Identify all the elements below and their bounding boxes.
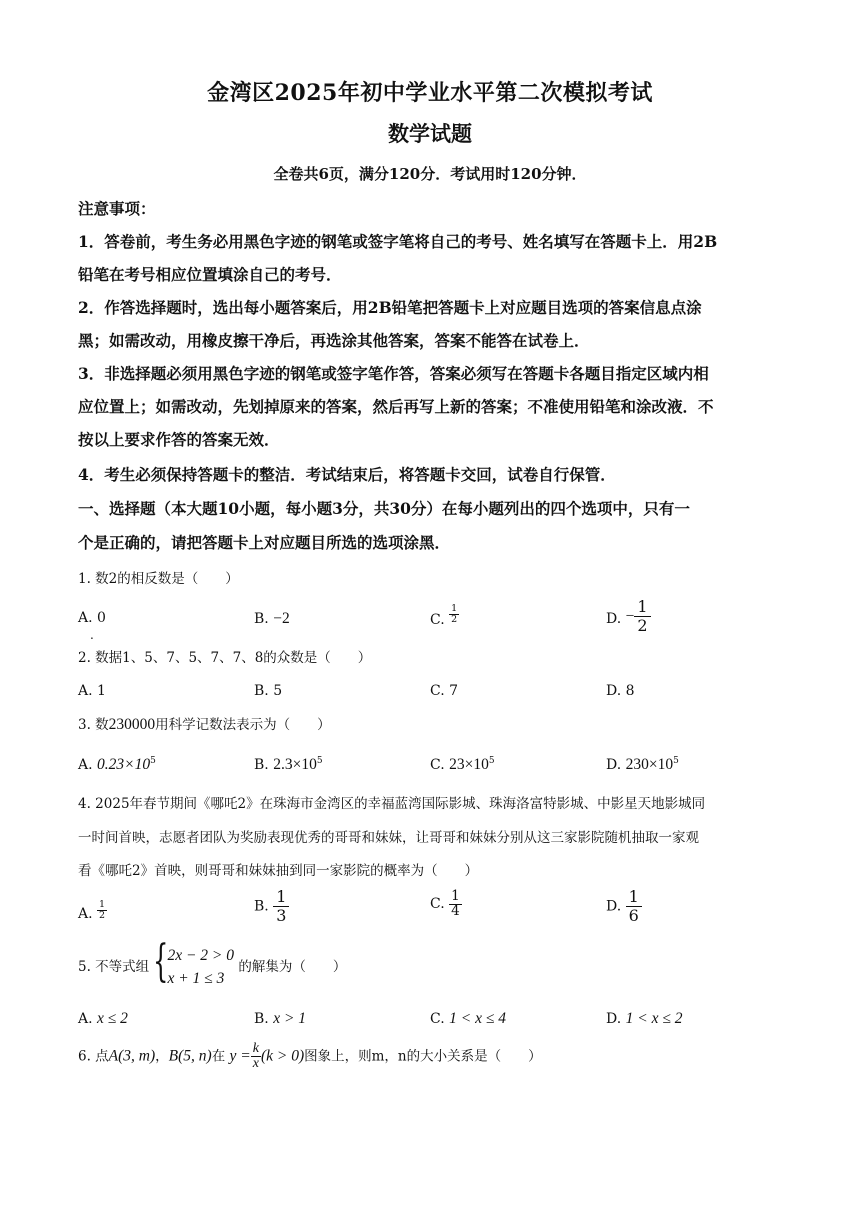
q4-option-a: A. $\frac{1}{2}$: [78, 899, 106, 922]
q2-option-c: C. 7: [430, 683, 459, 699]
notice-item-2-line-2: 黑；如需改动，用橡皮擦干净后，再选涂其他答案，答案不能答在试卷上．: [78, 331, 590, 350]
q4-stem-line-1: 4. 2025年春节期间《哪吒2》在珠海市金湾区的幸福蓝湾国际影城、珠海洛富特影城、中影星天地影城同: [78, 796, 706, 812]
q3-option-d: D. $230\times 10^5$: [606, 756, 679, 773]
q4-option-c: C. $\frac{1}{4}$: [430, 888, 460, 919]
section1-heading-line-1: 一、选择题（本大题10小题，每小题3分，共30分）在每小题列出的四个选项中，只有一: [78, 499, 690, 518]
q4-stem-line-3: 看《哪吒2》首映，则哥哥和妹妹抽到同一家影院的概率为（ ）: [78, 863, 479, 879]
exam-title: 金湾区2025年初中学业水平第二次模拟考试: [207, 80, 653, 106]
q5-option-a: A. x ≤ 2: [78, 1010, 128, 1027]
notice-heading: 注意事项：: [78, 199, 156, 218]
q4-option-d: D. $\frac{1}{6}$: [606, 888, 642, 925]
q2-stem: 2. 数据1、5、7、5、7、7、8的众数是（ ）: [78, 650, 372, 666]
q2-option-a: A. 1: [78, 683, 106, 699]
exam-info: 全卷共6页，满分120分．考试用时120分钟．: [273, 165, 587, 183]
q1-option-b: B. −2: [254, 610, 290, 627]
q2-option-b: B. 5: [254, 683, 283, 699]
q1-stem: 1. 数2的相反数是（ ）: [78, 571, 239, 587]
notice-item-1-line-2: 铅笔在考号相应位置填涂自己的考号．: [78, 265, 342, 284]
q5-option-c: C. 1 < x ≤ 4: [430, 1010, 506, 1027]
q3-option-a: A. $0.23\times 10^5$: [78, 756, 156, 773]
q1-option-d: D. − $\frac{1}{2}$: [606, 598, 651, 635]
q4-option-b: B. $\frac{1}{3}$: [254, 888, 289, 925]
exam-subtitle: 数学试题: [388, 121, 472, 146]
q5-stem: 5. 不等式组 { 2x − 2 > 0 x + 1 ≤ 3 的解集为（ ）: [78, 944, 786, 992]
q5-option-b: B. x > 1: [254, 1010, 307, 1027]
q2-option-d: D. 8: [606, 683, 635, 699]
q3-option-c: C. $23\times 10^5$: [430, 756, 495, 773]
inequality-system: { 2x − 2 > 0 x + 1 ≤ 3: [153, 936, 235, 987]
q1-option-c: C. $\frac{1}{2}$: [430, 603, 458, 628]
notice-item-2-line-1: 2．作答选择题时，选出每小题答案后，用2B铅笔把答题卡上对应题目选项的答案信息点涂: [78, 298, 702, 317]
q1-option-a: A. 0: [78, 610, 106, 626]
notice-item-3-line-2: 应位置上；如需改动，先划掉原来的答案，然后再写上新的答案；不准使用铅笔和涂改液．不: [78, 397, 714, 416]
section1-heading-line-2: 个是正确的，请把答题卡上对应题目所选的选项涂黑．: [78, 533, 451, 552]
q1-dot-mark: .: [90, 628, 94, 642]
notice-item-3-line-3: 按以上要求作答的答案无效．: [78, 430, 280, 449]
q3-stem: 3. 数230000用科学记数法表示为（ ）: [78, 716, 331, 733]
notice-item-4: 4．考生必须保持答题卡的整洁．考试结束后，将答题卡交回，试卷自行保管．: [78, 465, 616, 484]
notice-item-3-line-1: 3．非选择题必须用黑色字迹的钢笔或签字笔作答，答案必须写在答题卡各题目指定区域内相: [78, 364, 709, 383]
q3-option-b: B. $2.3\times 10^5$: [254, 756, 323, 773]
q5-option-d: D. 1 < x ≤ 2: [606, 1010, 683, 1027]
notice-item-1-line-1: 1．答卷前，考生务必用黑色字迹的钢笔或签字笔将自己的考号、姓名填写在答题卡上．用2B: [78, 232, 718, 251]
q6-stem: 6. 点A(3, m)，B(5, n)在 y = $\frac{k}{x}$ (k > 0)图象上，则m，n的大小关系是（ ）: [78, 1041, 542, 1071]
q4-stem-line-2: 一时间首映，志愿者团队为奖励表现优秀的哥哥和妹妹，让哥哥和妹妹分别从这三家影院随机抽取一家观: [78, 830, 699, 846]
